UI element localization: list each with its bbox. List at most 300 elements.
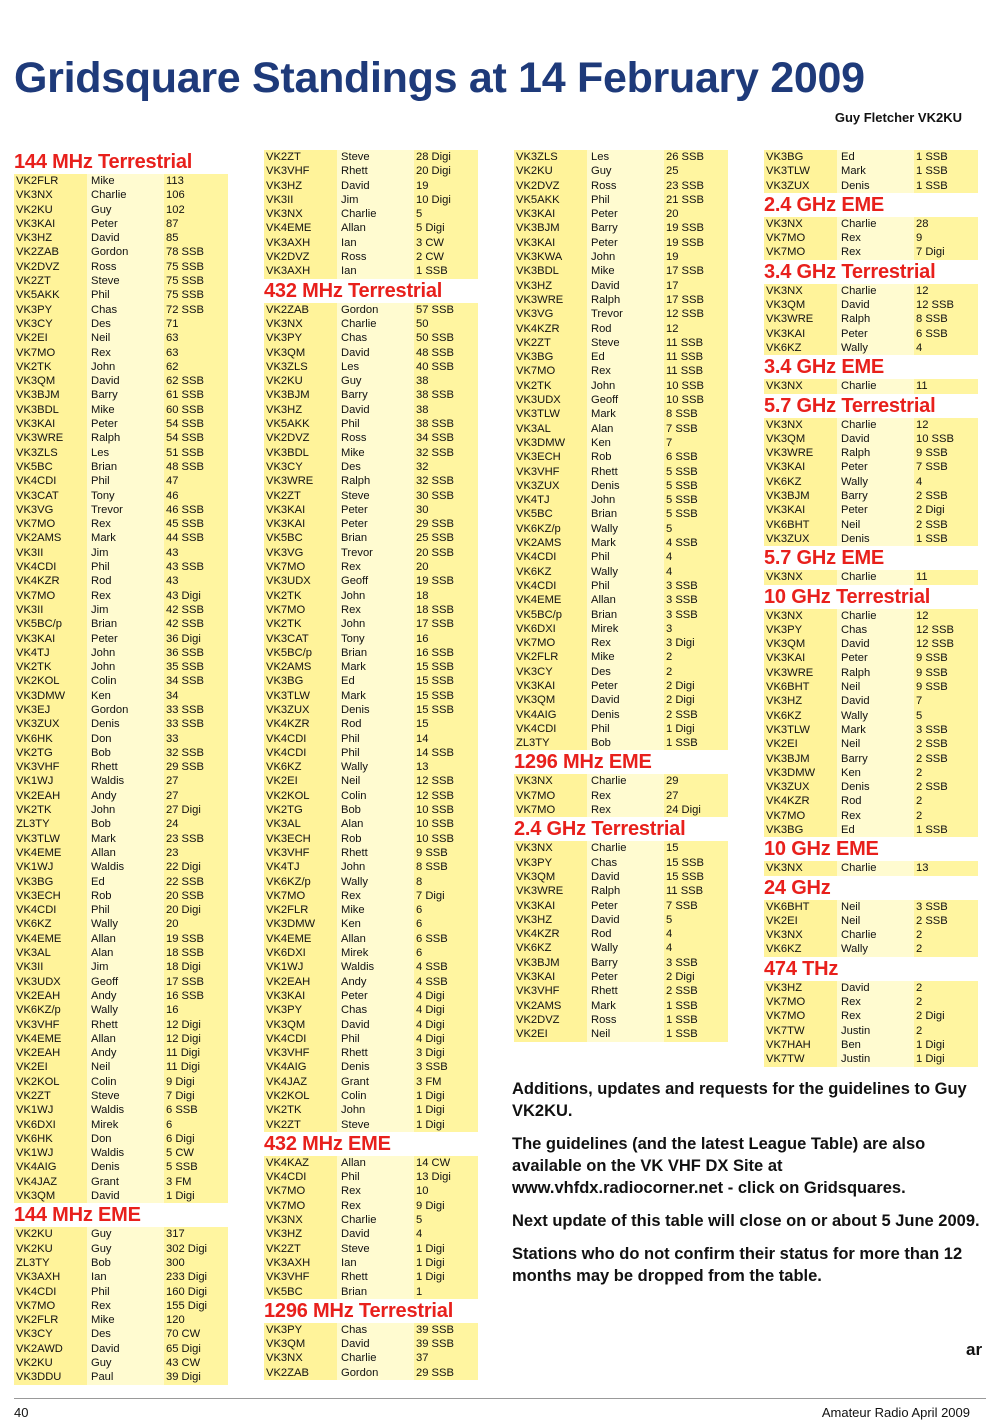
standings-row	[514, 322, 744, 336]
standings-row	[264, 179, 494, 193]
callsign-cell: VK5AKK	[14, 288, 87, 302]
score-cell: 7 Digi	[414, 889, 478, 903]
callsign-cell: VK7MO	[264, 1184, 337, 1198]
score-cell: 34	[164, 689, 228, 703]
operator-cell: Denis	[837, 532, 914, 546]
standings-row	[264, 374, 494, 388]
score-cell: 11 Digi	[164, 1046, 228, 1060]
standings-row	[514, 999, 744, 1013]
callsign-cell: VK3BG	[764, 823, 837, 837]
score-cell: 3 FM	[164, 1175, 228, 1189]
standings-row	[264, 689, 494, 703]
standings-row	[14, 932, 244, 946]
callsign-cell: VK2EI	[764, 737, 837, 751]
callsign-cell: VK3BG	[264, 674, 337, 688]
standings-row	[264, 632, 494, 646]
callsign-cell: VK3KAI	[264, 503, 337, 517]
standings-row	[514, 665, 744, 679]
standings-row	[264, 832, 494, 846]
score-cell: 10 SSB	[414, 803, 478, 817]
callsign-cell: VK2TK	[264, 617, 337, 631]
journal-footer: Amateur Radio April 2009	[821, 1405, 970, 1420]
callsign-cell: VK3BDL	[264, 446, 337, 460]
operator-cell: Wally	[587, 522, 664, 536]
standings-row	[264, 1089, 494, 1103]
standings-row	[764, 752, 994, 766]
operator-cell: Rex	[587, 803, 664, 817]
callsign-cell: VK4CDI	[14, 903, 87, 917]
standings-row	[264, 1184, 494, 1198]
operator-cell: Barry	[837, 752, 914, 766]
operator-cell: David	[587, 870, 664, 884]
score-cell: 87	[164, 217, 228, 231]
callsign-cell: VK2KU	[514, 164, 587, 178]
callsign-cell: VK4CDI	[14, 560, 87, 574]
score-cell: 2 Digi	[914, 1009, 978, 1023]
callsign-cell: VK3NX	[764, 570, 837, 584]
operator-cell: Jim	[87, 960, 164, 974]
callsign-cell: VK3NX	[514, 774, 587, 788]
score-cell: 43 CW	[164, 1356, 228, 1370]
callsign-cell: VK2EI	[764, 914, 837, 928]
operator-cell: Ralph	[337, 474, 414, 488]
callsign-cell: VK2EAH	[264, 975, 337, 989]
score-cell: 12 SSB	[914, 623, 978, 637]
operator-cell: Guy	[87, 203, 164, 217]
standings-row	[514, 450, 744, 464]
score-cell: 29 SSB	[164, 760, 228, 774]
standings-row	[264, 660, 494, 674]
operator-cell: Waldis	[87, 1103, 164, 1117]
operator-cell: John	[87, 646, 164, 660]
score-cell: 62	[164, 360, 228, 374]
standings-row	[14, 1299, 244, 1313]
score-cell: 9 Digi	[414, 1199, 478, 1213]
score-cell: 78 SSB	[164, 245, 228, 259]
operator-cell: David	[337, 1227, 414, 1241]
operator-cell: Charlie	[837, 861, 914, 875]
standings-row	[264, 207, 494, 221]
operator-cell: David	[837, 432, 914, 446]
standings-row	[514, 856, 744, 870]
score-cell: 5 CW	[164, 1146, 228, 1160]
operator-cell: Andy	[87, 1046, 164, 1060]
score-cell: 42 SSB	[164, 617, 228, 631]
standings-row	[264, 1323, 494, 1337]
operator-cell: Rex	[337, 1199, 414, 1213]
standings-row	[14, 832, 244, 846]
section-heading: 3.4 GHz Terrestrial	[764, 260, 936, 283]
standings-row	[764, 694, 994, 708]
callsign-cell: VK2AMS	[514, 536, 587, 550]
score-cell: 37	[414, 1351, 478, 1365]
callsign-cell: VK3NX	[764, 928, 837, 942]
score-cell: 25	[664, 164, 728, 178]
standings-row	[14, 303, 244, 317]
standings-row	[14, 1046, 244, 1060]
operator-cell: Mark	[837, 723, 914, 737]
callsign-cell: VK3PY	[514, 856, 587, 870]
operator-cell: Des	[87, 317, 164, 331]
operator-cell: Charlie	[587, 841, 664, 855]
operator-cell: David	[87, 231, 164, 245]
callsign-cell: VK3HZ	[264, 179, 337, 193]
callsign-cell: VK5BC	[14, 460, 87, 474]
operator-cell: Wally	[837, 475, 914, 489]
score-cell: 19 SSB	[414, 574, 478, 588]
score-cell: 9 SSB	[914, 666, 978, 680]
standings-row	[14, 531, 244, 545]
callsign-cell: VK6DXI	[14, 1118, 87, 1132]
operator-cell: Paul	[87, 1370, 164, 1384]
standings-row	[14, 717, 244, 731]
callsign-cell: VK3HZ	[264, 403, 337, 417]
callsign-cell: VK6KZ	[514, 565, 587, 579]
standings-row	[514, 608, 744, 622]
score-cell: 1 SSB	[664, 736, 728, 750]
standings-row	[764, 341, 994, 355]
callsign-cell: VK4KZR	[514, 322, 587, 336]
standings-row	[764, 418, 994, 432]
score-cell: 15 SSB	[664, 856, 728, 870]
operator-cell: Rod	[837, 794, 914, 808]
callsign-cell: VK2ZT	[14, 274, 87, 288]
score-cell: 24	[164, 817, 228, 831]
standings-row	[14, 446, 244, 460]
score-cell: 11 SSB	[664, 364, 728, 378]
callsign-cell: VK1WJ	[14, 1146, 87, 1160]
callsign-cell: VK4JAZ	[14, 1175, 87, 1189]
callsign-cell: VK3CY	[14, 1327, 87, 1341]
score-cell: 75 SSB	[164, 260, 228, 274]
standings-row	[14, 1118, 244, 1132]
callsign-cell: VK2AMS	[514, 999, 587, 1013]
score-cell: 6	[164, 1118, 228, 1132]
operator-cell: Geoff	[337, 574, 414, 588]
standings-row	[764, 475, 994, 489]
callsign-cell: VK4KAZ	[264, 1156, 337, 1170]
score-cell: 32	[414, 460, 478, 474]
operator-cell: John	[337, 589, 414, 603]
score-cell: 43 Digi	[164, 589, 228, 603]
score-cell: 3 SSB	[914, 723, 978, 737]
score-cell: 160 Digi	[164, 1285, 228, 1299]
score-cell: 39 Digi	[164, 1370, 228, 1384]
score-cell: 302 Digi	[164, 1242, 228, 1256]
callsign-cell: VK3ZUX	[514, 479, 587, 493]
standings-row	[14, 889, 244, 903]
operator-cell: Charlie	[837, 217, 914, 231]
callsign-cell: VK3BJM	[514, 956, 587, 970]
score-cell: 3 SSB	[664, 608, 728, 622]
callsign-cell: VK3HZ	[764, 694, 837, 708]
score-cell: 20 SSB	[164, 889, 228, 903]
score-cell: 5 SSB	[664, 479, 728, 493]
score-cell: 8 SSB	[414, 860, 478, 874]
standings-column-4	[764, 150, 994, 1067]
operator-cell: Barry	[87, 388, 164, 402]
operator-cell: Peter	[837, 327, 914, 341]
callsign-cell: VK6BHT	[764, 900, 837, 914]
callsign-cell: ZL3TY	[14, 817, 87, 831]
score-cell: 29 SSB	[414, 1366, 478, 1380]
score-cell: 2	[664, 650, 728, 664]
callsign-cell: VK3NX	[764, 379, 837, 393]
standings-row	[14, 674, 244, 688]
operator-cell: Rex	[837, 809, 914, 823]
callsign-cell: VK3KAI	[764, 327, 837, 341]
score-cell: 23 SSB	[664, 179, 728, 193]
standings-row	[14, 975, 244, 989]
score-cell: 38 SSB	[414, 388, 478, 402]
callsign-cell: VK3HZ	[264, 1227, 337, 1241]
operator-cell: Jim	[87, 546, 164, 560]
callsign-cell: VK3II	[264, 193, 337, 207]
standings-row	[264, 193, 494, 207]
operator-cell: Rhett	[87, 760, 164, 774]
standings-row	[264, 946, 494, 960]
score-cell: 1 Digi	[664, 722, 728, 736]
standings-row	[514, 636, 744, 650]
standings-column-2	[264, 150, 494, 1380]
operator-cell: Rex	[337, 1184, 414, 1198]
callsign-cell: VK2KU	[14, 1242, 87, 1256]
score-cell: 6 SSB	[164, 1103, 228, 1117]
operator-cell: Wally	[837, 942, 914, 956]
score-cell: 18 SSB	[164, 946, 228, 960]
score-cell: 4 SSB	[664, 536, 728, 550]
operator-cell: Allan	[337, 1156, 414, 1170]
operator-cell: Chas	[337, 1323, 414, 1337]
callsign-cell: VK3DMW	[764, 766, 837, 780]
operator-cell: Ed	[837, 150, 914, 164]
operator-cell: Charlie	[337, 317, 414, 331]
score-cell: 50 SSB	[414, 331, 478, 345]
operator-cell: John	[337, 860, 414, 874]
callsign-cell: VK2DVZ	[264, 431, 337, 445]
standings-row	[264, 1337, 494, 1351]
operator-cell: Brian	[87, 460, 164, 474]
callsign-cell: VK3QM	[514, 870, 587, 884]
callsign-cell: VK4TJ	[514, 493, 587, 507]
callsign-cell: VK3QM	[14, 374, 87, 388]
score-cell: 106	[164, 188, 228, 202]
callsign-cell: VK3AXH	[264, 264, 337, 278]
standings-row	[514, 565, 744, 579]
callsign-cell: VK6KZ	[14, 917, 87, 931]
score-cell: 27 Digi	[164, 803, 228, 817]
standings-row	[14, 1089, 244, 1103]
score-cell: 2	[914, 942, 978, 956]
standings-row	[14, 1356, 244, 1370]
operator-cell: Bob	[87, 817, 164, 831]
standings-row	[764, 823, 994, 837]
callsign-cell: VK3WRE	[514, 293, 587, 307]
operator-cell: Chas	[337, 1003, 414, 1017]
callsign-cell: VK7HAH	[764, 1038, 837, 1052]
operator-cell: Charlie	[337, 1351, 414, 1365]
operator-cell: Tony	[337, 632, 414, 646]
standings-row	[14, 989, 244, 1003]
operator-cell: Wally	[87, 1003, 164, 1017]
standings-row	[264, 446, 494, 460]
note-status: Stations who do not confirm their status for more than 12 months may be dropped from the table.	[512, 1245, 963, 1285]
callsign-cell: VK3TLW	[764, 723, 837, 737]
callsign-cell: VK3VHF	[264, 1270, 337, 1284]
callsign-cell: VK7TW	[764, 1024, 837, 1038]
callsign-cell: VK3VHF	[514, 465, 587, 479]
callsign-cell: VK3ECH	[264, 832, 337, 846]
score-cell: 3 Digi	[414, 1046, 478, 1060]
callsign-cell: VK3VHF	[514, 984, 587, 998]
score-cell: 75 SSB	[164, 288, 228, 302]
operator-cell: Mark	[587, 999, 664, 1013]
operator-cell: Allan	[87, 846, 164, 860]
operator-cell: Waldis	[87, 860, 164, 874]
callsign-cell: VK6DXI	[264, 946, 337, 960]
score-cell: 2	[914, 1024, 978, 1038]
operator-cell: Charlie	[337, 207, 414, 221]
callsign-cell: VK3DDU	[14, 1370, 87, 1384]
operator-cell: Barry	[587, 221, 664, 235]
callsign-cell: VK4CDI	[264, 1032, 337, 1046]
score-cell: 11 Digi	[164, 1060, 228, 1074]
callsign-cell: VK2EI	[514, 1027, 587, 1041]
standings-row	[264, 1213, 494, 1227]
callsign-cell: VK3KAI	[264, 517, 337, 531]
operator-cell: David	[337, 1018, 414, 1032]
operator-cell: Phil	[337, 1032, 414, 1046]
score-cell: 1 Digi	[414, 1256, 478, 1270]
score-cell: 38	[414, 374, 478, 388]
operator-cell: John	[87, 360, 164, 374]
callsign-cell: VK7MO	[264, 560, 337, 574]
standings-row	[764, 327, 994, 341]
end-mark: ar	[966, 1340, 983, 1359]
score-cell: 4 SSB	[414, 975, 478, 989]
score-cell: 15 SSB	[664, 870, 728, 884]
operator-cell: Ben	[837, 1038, 914, 1052]
standings-row	[514, 774, 744, 788]
callsign-cell: VK2EAH	[14, 1046, 87, 1060]
standings-row	[14, 689, 244, 703]
operator-cell: Rex	[837, 995, 914, 1009]
standings-row	[264, 674, 494, 688]
callsign-cell: VK2ZT	[514, 336, 587, 350]
operator-cell: Neil	[337, 774, 414, 788]
score-cell: 10 SSB	[414, 817, 478, 831]
operator-cell: Ed	[837, 823, 914, 837]
callsign-cell: VK2TK	[264, 1103, 337, 1117]
standings-row	[764, 637, 994, 651]
score-cell: 19	[414, 179, 478, 193]
operator-cell: Les	[87, 446, 164, 460]
standings-row	[264, 236, 494, 250]
callsign-cell: VK6KZ/p	[514, 522, 587, 536]
standings-row	[764, 809, 994, 823]
score-cell: 4	[664, 941, 728, 955]
standings-row	[514, 393, 744, 407]
operator-cell: Don	[87, 732, 164, 746]
score-cell: 6	[414, 917, 478, 931]
operator-cell: Peter	[837, 503, 914, 517]
operator-cell: Phil	[87, 474, 164, 488]
operator-cell: Wally	[837, 341, 914, 355]
operator-cell: Wally	[587, 941, 664, 955]
operator-cell: Ed	[337, 674, 414, 688]
standings-row	[264, 1199, 494, 1213]
callsign-cell: VK7MO	[14, 589, 87, 603]
standings-row	[264, 875, 494, 889]
operator-cell: Rob	[587, 450, 664, 464]
callsign-cell: VK6KZ	[764, 709, 837, 723]
callsign-cell: VK2ZT	[264, 1242, 337, 1256]
score-cell: 32 SSB	[414, 474, 478, 488]
score-cell: 48 SSB	[164, 460, 228, 474]
standings-row	[264, 903, 494, 917]
standings-row	[764, 503, 994, 517]
operator-cell: Rod	[87, 574, 164, 588]
standings-row	[764, 609, 994, 623]
score-cell: 5 SSB	[164, 1160, 228, 1174]
callsign-cell: VK3NX	[264, 1351, 337, 1365]
score-cell: 12	[914, 609, 978, 623]
score-cell: 19 SSB	[664, 236, 728, 250]
callsign-cell: VK2ZT	[264, 489, 337, 503]
standings-row	[264, 1256, 494, 1270]
standings-row	[514, 307, 744, 321]
callsign-cell: VK4CDI	[14, 1285, 87, 1299]
score-cell: 1 SSB	[914, 150, 978, 164]
callsign-cell: VK3KAI	[764, 651, 837, 665]
operator-cell: Mirek	[587, 622, 664, 636]
standings-row	[264, 460, 494, 474]
callsign-cell: VK5BC/p	[14, 617, 87, 631]
operator-cell: John	[587, 493, 664, 507]
operator-cell: Don	[87, 1132, 164, 1146]
score-cell: 10 SSB	[414, 832, 478, 846]
operator-cell: Ken	[837, 766, 914, 780]
standings-row	[514, 789, 744, 803]
callsign-cell: VK3AL	[264, 817, 337, 831]
standings-row	[14, 1175, 244, 1189]
callsign-cell: VK7MO	[264, 889, 337, 903]
callsign-cell: VK2TG	[14, 746, 87, 760]
callsign-cell: VK3VHF	[14, 760, 87, 774]
callsign-cell: VK7MO	[514, 364, 587, 378]
standings-row	[764, 1052, 994, 1066]
standings-row	[264, 317, 494, 331]
standings-row	[14, 603, 244, 617]
operator-cell: Peter	[87, 217, 164, 231]
operator-cell: Andy	[87, 989, 164, 1003]
standings-row	[264, 221, 494, 235]
standings-row	[514, 522, 744, 536]
standings-row	[514, 250, 744, 264]
standings-row	[514, 841, 744, 855]
score-cell: 15	[664, 841, 728, 855]
standings-row	[514, 264, 744, 278]
callsign-cell: VK6KZ	[764, 475, 837, 489]
standings-row	[14, 1103, 244, 1117]
score-cell: 26 SSB	[664, 150, 728, 164]
callsign-cell: VK3KAI	[514, 207, 587, 221]
standings-row	[764, 217, 994, 231]
operator-cell: Mike	[87, 403, 164, 417]
score-cell: 27	[164, 774, 228, 788]
callsign-cell: VK7TW	[764, 1052, 837, 1066]
score-cell: 5	[414, 207, 478, 221]
